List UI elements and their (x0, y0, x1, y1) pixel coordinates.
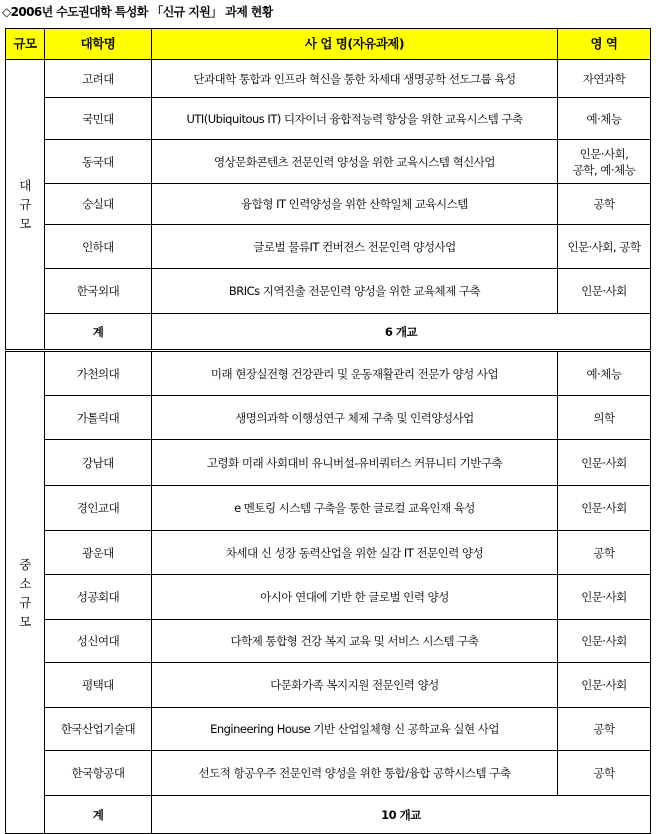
table-row (6, 486, 651, 531)
header-field: 영 역 (558, 29, 651, 60)
project-cell: 융합형 IT 인력양성을 위한 산학일체 교육시스템 (152, 184, 558, 225)
university-cell: 가천의대 (45, 352, 152, 396)
table-row (6, 184, 651, 225)
project-cell: 단과대학 통합과 인프라 혁신을 통한 차세대 생명공학 선도그룹 육성 (152, 60, 558, 98)
table-row (6, 440, 651, 486)
field-cell: 인문·사회 (558, 486, 651, 531)
table-row (6, 531, 651, 575)
university-cell: 숭실대 (45, 184, 152, 225)
university-cell: 성공회대 (45, 575, 152, 620)
table-row (6, 269, 651, 314)
table-row (6, 98, 651, 140)
field-cell: 의학 (558, 396, 651, 440)
field-cell: 인문·사회 (558, 620, 651, 663)
university-cell: 동국대 (45, 140, 152, 184)
project-cell: Engineering House 기반 산업일체형 신 공학교육 실현 사업 (152, 708, 558, 751)
table-row (6, 225, 651, 269)
university-cell: 한국산업기술대 (45, 708, 152, 751)
header-scale: 규모 (6, 29, 45, 60)
field-cell: 공학 (558, 751, 651, 796)
university-cell: 고려대 (45, 60, 152, 98)
table-row (6, 140, 651, 184)
field-cell: 자연과학 (558, 60, 651, 98)
field-cell: 인문·사회 (558, 440, 651, 486)
university-cell: 한국항공대 (45, 751, 152, 796)
total-value: 10 개교 (152, 796, 651, 834)
project-cell: 미래 현장실전형 건강관리 및 운동재활관리 전문가 양성 사업 (152, 352, 558, 396)
field-cell: 인문·사회 (558, 269, 651, 314)
project-cell: 선도적 항공우주 전문인력 양성을 위한 통합/융합 공학시스템 구축 (152, 751, 558, 796)
university-cell: 국민대 (45, 98, 152, 140)
project-cell: 글로벌 물류IT 컨버젼스 전문인력 양성사업 (152, 225, 558, 269)
university-cell: 가톨릭대 (45, 396, 152, 440)
field-cell: 공학 (558, 184, 651, 225)
university-cell: 경인교대 (45, 486, 152, 531)
project-cell: BRICs 지역진출 전문인력 양성을 위한 교육체제 구축 (152, 269, 558, 314)
project-table (5, 28, 651, 834)
university-cell: 인하대 (45, 225, 152, 269)
field-cell: 인문·사회 (558, 575, 651, 620)
total-label: 계 (45, 796, 152, 834)
total-label: 계 (45, 314, 152, 350)
project-cell: 영상문화콘텐츠 전문인력 양성을 위한 교육시스템 혁신사업 (152, 140, 558, 184)
project-cell: 차세대 신 성장 동력산업을 위한 실감 IT 전문인력 양성 (152, 531, 558, 575)
project-cell: 아시아 연대에 기반 한 글로벌 인력 양성 (152, 575, 558, 620)
project-cell: 다문화가족 복지지원 전문인력 양성 (152, 663, 558, 708)
header-row (6, 29, 651, 60)
project-cell: 생명의과학 이행성연구 체제 구축 및 인력양성사업 (152, 396, 558, 440)
table-row (6, 396, 651, 440)
table-row (6, 620, 651, 663)
university-cell: 강남대 (45, 440, 152, 486)
table-row (6, 663, 651, 708)
header-university: 대학명 (45, 29, 152, 60)
table-row (6, 751, 651, 796)
table-row (6, 60, 651, 98)
total-value: 6 개교 (152, 314, 651, 350)
field-cell: 공학 (558, 708, 651, 751)
total-row (6, 796, 651, 834)
project-cell: 다학제 통합형 건강 복지 교육 및 서비스 시스템 구축 (152, 620, 558, 663)
table-row (6, 352, 651, 396)
field-cell: 예·체능 (558, 98, 651, 140)
university-cell: 평택대 (45, 663, 152, 708)
scale-cell: 대 규 모 (6, 60, 45, 350)
table-row (6, 708, 651, 751)
field-cell: 인문·사회, 공학 (558, 225, 651, 269)
table-row (6, 575, 651, 620)
university-cell: 광운대 (45, 531, 152, 575)
total-row (6, 314, 651, 350)
scale-cell: 중 소 규 모 (6, 352, 45, 834)
field-cell: 예·체능 (558, 352, 651, 396)
project-cell: 고령화 미래 사회대비 유니버설-유비쿼터스 커뮤니티 기반구축 (152, 440, 558, 486)
field-cell: 인문·사회, 공학, 예·체능 (558, 140, 651, 184)
field-cell: 공학 (558, 531, 651, 575)
project-cell: UTI(Ubiquitous IT) 디자이너 융합적능력 향상을 위한 교육시스템 구축 (152, 98, 558, 140)
project-cell: e 멘토링 시스템 구축을 통한 글로컬 교육인재 육성 (152, 486, 558, 531)
university-cell: 한국외대 (45, 269, 152, 314)
field-cell: 인문·사회 (558, 663, 651, 708)
university-cell: 성신여대 (45, 620, 152, 663)
page-title: ◇2006년 수도권대학 특성화 「신규 지원」 과제 현황 (2, 5, 273, 19)
header-project: 사 업 명(자유과제) (152, 29, 558, 60)
